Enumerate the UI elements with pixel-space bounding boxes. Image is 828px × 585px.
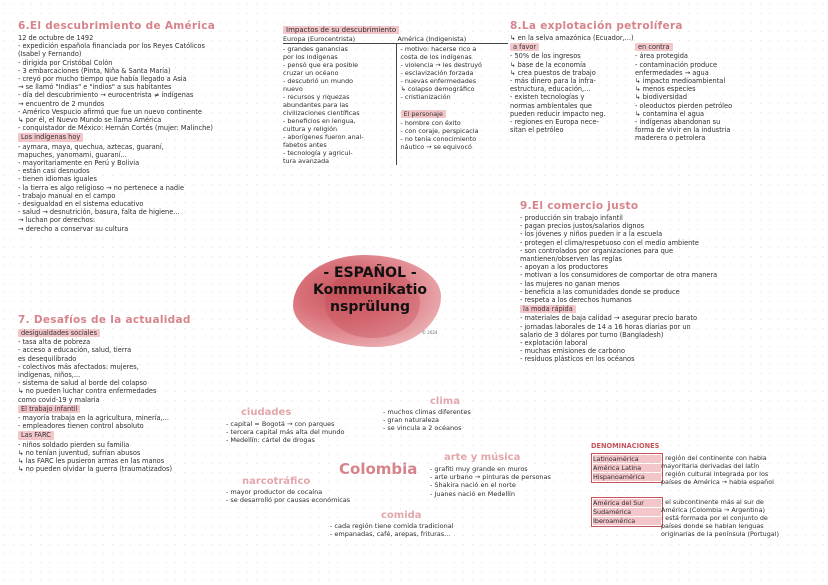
america-item: - nuevas enfermedades (400, 77, 477, 85)
america-item: costa de los indígenas (400, 53, 472, 61)
section-comercio-justo (520, 200, 820, 364)
clima-item: - gran naturaleza (383, 416, 440, 425)
section-title: 9.El comercio justo (520, 200, 639, 212)
moda-item: - residuos plásticos en los océanos (520, 355, 635, 364)
denominacion-def: : región cultural integrada por los (661, 470, 769, 478)
clima-title: clima (430, 396, 460, 407)
europa-item: tura avanzada (283, 157, 330, 165)
favor-item: - más dinero para la infra- (510, 77, 596, 86)
contra-title: en contra (635, 43, 673, 51)
comida-item: - cada región tiene comida tradicional (330, 522, 454, 530)
trabajo-item: - mayoría trabaja en la agricultura, minería,... (18, 414, 169, 423)
note-line: → encuentro de 2 mundos (18, 99, 105, 108)
europa-header: Europa (Eurocentrista) (283, 35, 356, 43)
section-title: 7. Desafíos de la actualidad (18, 314, 191, 326)
america-item: ↳ colapso demográfico (400, 85, 475, 93)
denominacion-def: : está formada por el conjunto de (661, 514, 768, 522)
america-column (396, 44, 509, 165)
denominaciones-group-1 (591, 453, 663, 483)
desigualdad-item: ↳ no pueden luchar contra enfermedades (18, 387, 157, 396)
farc-item: ↳ no pueden olvidar la guerra (traumatizados) (18, 465, 173, 474)
clima-lines (383, 408, 513, 433)
contra-item: maderera o petrolera (635, 134, 706, 143)
note-line: - conquistador de México: Hernán Cortés (mujer: Malinche) (18, 124, 213, 133)
denominacion-def: países de América → habla español (661, 478, 774, 486)
comercio-item: - producción sin trabajo infantil (520, 214, 623, 222)
ciudades-item: - tercera capital más alta del mundo (226, 428, 345, 437)
denominacion-def: mayoritaria derivadas del latín (661, 462, 760, 470)
europa-item: - tecnología y agricul- (283, 149, 353, 157)
comida-title: comida (381, 510, 422, 521)
colombia-title: Colombia (339, 460, 418, 478)
desigualdad-item: es desequilibrado (18, 354, 77, 363)
impactos-table (283, 26, 508, 165)
note-line: - mayoritariamente en Perú y Bolivia (18, 159, 140, 168)
contra-item: enfermedades → agua (635, 68, 709, 77)
contra-item: - oleoductos pierden petróleo (635, 101, 733, 110)
favor-item: estructura, educación,... (510, 85, 591, 94)
desigualdad-item: indígenas, niños,... (18, 371, 81, 380)
contra-item: - área protegida (635, 52, 688, 61)
personaje-item: náutico → se equivocó (400, 143, 472, 151)
contra-item: - contaminación produce (635, 60, 718, 69)
europa-item: - beneficios en lengua, (283, 117, 356, 125)
subheading-indigenas: Los indígenas hoy (18, 133, 83, 141)
note-line: - aymara, maya, quechua, aztecas, guaraní, (18, 142, 164, 151)
arte-title: arte y música (444, 452, 521, 463)
denominacion-term: Latinoamérica (593, 455, 661, 463)
note-line: - creyó por mucho tiempo que había llegado a Asia (18, 75, 187, 84)
comercio-item: - motivan a los consumidores de comportar de otra manera (520, 271, 718, 280)
section-desafios (18, 314, 258, 473)
denominacion-def: : región del continente con habla (661, 454, 767, 462)
favor-column (510, 42, 635, 142)
note-line: - tienen idiomas iguales (18, 175, 97, 184)
note-line: - salud → desnutrición, basura, falta de higiene... (18, 208, 180, 217)
denominacion-def: países donde se hablan lenguas (661, 522, 764, 530)
denominaciones-def-1 (661, 454, 823, 486)
comida-lines (330, 522, 510, 538)
moda-item: - materiales de baja calidad → asegurar precio barato (520, 314, 698, 323)
favor-item: ↳ base de la economía (510, 60, 586, 69)
favor-item: pueden reducir impacto neg. (510, 109, 606, 118)
note-line: 12 de octubre de 1492 (18, 34, 94, 42)
comercio-item: - los jóvenes y niños pueden ir a la escuela (520, 230, 663, 239)
ciudades-title: ciudades (241, 407, 292, 418)
denominacion-def: originarias de la península (Portugal) (661, 530, 779, 538)
main-title (300, 265, 440, 316)
comercio-item: mantienen/observen las reglas (520, 255, 622, 264)
denominacion-term: Hispanoamérica (593, 473, 661, 481)
europa-item: - aborígenes fueron anal- (283, 133, 364, 141)
farc-title: Las FARC (18, 431, 54, 439)
farc-item: ↳ las FARC les pusieron armas en las manos (18, 457, 165, 466)
narco-lines (226, 488, 376, 504)
section-descubrimiento (18, 20, 273, 233)
note-line: - expedición española financiada por los Reyes Católicos (18, 42, 205, 51)
copyright-stamp: © 2024 (422, 330, 438, 335)
personaje-lines (401, 119, 507, 151)
ciudades-item: - Medellín: cártel de drogas (226, 436, 315, 445)
america-header: América (Indigenista) (397, 35, 467, 43)
europa-item: - recursos y riquezas (283, 93, 350, 101)
note-line: (Isabel y Fernando) (18, 50, 82, 59)
america-item: - cristianización (400, 93, 451, 101)
clima-item: - muchos climas diferentes (383, 408, 471, 416)
desigualdad-item: - sistema de salud al borde del colapso (18, 379, 147, 388)
arte-item: - grafiti muy grande en muros (430, 465, 528, 473)
favor-item: - existen tecnologías y (510, 93, 585, 102)
note-line: - dirigida por Cristóbal Colón (18, 58, 113, 67)
note-line: - la tierra es algo religioso → no pertenece a nadie (18, 183, 185, 192)
note-line: → luchan por derechos: (18, 216, 96, 225)
america-item: - motivo: hacerse rico a (400, 45, 477, 53)
comida-item: - empanadas, café, arepas, frituras... (330, 530, 451, 539)
europa-item: fabetos antes (283, 141, 327, 149)
note-line: ↳ por él, el Nuevo Mundo se llama América (18, 116, 162, 125)
europa-item: nuevo (283, 85, 303, 93)
arte-item: - Juanes nació en Medellín (430, 489, 515, 498)
favor-item: - 50% de los ingresos (510, 52, 581, 61)
arte-item: - arte urbano → pinturas de personas (430, 473, 551, 482)
main-title-line3: nsprülung (330, 299, 410, 315)
note-line: → derecho a conservar su cultura (18, 224, 129, 233)
contra-item: ↳ biodiversidad (635, 93, 688, 102)
trabajo-infantil-lines (18, 414, 258, 430)
desigualdad-item: - colectivos más afectados: mujeres, (18, 362, 139, 371)
contra-item: forma de vivir en la industria (635, 126, 731, 135)
europa-item: - descubrió un mundo (283, 77, 354, 85)
favor-item: ↳ crea puestos de trabajo (510, 68, 596, 77)
denominaciones-group-2 (591, 497, 663, 527)
contra-column (635, 42, 815, 142)
contra-item: ↳ menos especies (635, 85, 696, 94)
comercio-item: - beneficia a las comunidades donde se produce (520, 287, 680, 296)
denominacion-def: América (Colombia → Argentina) (661, 506, 766, 514)
favor-item: sitan el petróleo (510, 126, 564, 135)
europa-item: cruzar un océano (283, 69, 339, 77)
personaje-item: - no tenía conocimiento (400, 135, 477, 143)
desigualdades-title: desigualdades sociales (18, 329, 100, 337)
europa-column (283, 44, 396, 165)
desigualdad-item: como covid-19 y malaria (18, 395, 100, 404)
ciudades-item: - capital = Bogotá → con parques (226, 420, 335, 428)
favor-item: normas ambientales que (510, 101, 592, 110)
comercio-item: - pagan precios justos/salarios dignos (520, 222, 645, 231)
moda-item: salario de 3 dólares por turno (Bangladesh) (520, 330, 664, 339)
descubrimiento-lines (18, 34, 273, 132)
impactos-title: Impactos de su descubrimiento (283, 26, 399, 34)
america-item: - violencia → les destruyó (400, 61, 482, 69)
narco-item: - se desarrolló por causas económicas (226, 496, 351, 505)
moda-item: - explotación laboral (520, 339, 588, 348)
denominacion-term: Iberoamérica (593, 517, 661, 525)
america-lines (401, 45, 507, 101)
farc-item: ↳ no tenían juventud, sufrían abusos (18, 448, 141, 457)
impactos-headers (283, 35, 508, 44)
trabajo-infantil-title: El trabajo infantil (18, 405, 80, 413)
personaje-title: El personaje (401, 110, 446, 118)
farc-lines (18, 441, 258, 474)
comercio-item: - protegen el clima/respetuoso con el medio ambiente (520, 238, 699, 247)
contra-item: ↳ impacto medioambiental (635, 77, 726, 86)
moda-item: - muchas emisiones de carbono (520, 347, 625, 356)
main-title-line2: Kommunikatio (313, 282, 427, 298)
note-line: mapuches, yanomami, guaraní... (18, 150, 127, 159)
contra-item: ↳ contamina el agua (635, 109, 705, 118)
favor-title: a favor (510, 43, 539, 51)
europa-item: civilizaciones científicas (283, 109, 360, 117)
arte-item: - Shakira nació en el norte (430, 481, 516, 490)
note-line: - 3 embarcaciones (Pinta, Niña & Santa María) (18, 66, 171, 75)
section-title: 8.La explotación petrolífera (510, 20, 683, 32)
contra-lines (635, 52, 815, 142)
comercio-item: - son controlados por organizaciones para que (520, 246, 674, 255)
comercio-item: - las mujeres no ganan menos (520, 279, 620, 288)
moda-title: la moda rápida (520, 305, 576, 313)
note-line: - están casi desnudos (18, 167, 90, 176)
clima-item: - se vincula a 2 océanos (383, 424, 462, 433)
favor-item: - regiones en Europa nece- (510, 118, 599, 127)
desigualdades-lines (18, 338, 258, 404)
comercio-lines (520, 214, 820, 304)
comercio-item: - apoyan a los productores (520, 263, 608, 272)
europa-item: - grandes ganancias (283, 45, 348, 53)
desigualdad-item: - tasa alta de pobreza (18, 338, 91, 347)
america-item: - esclavización forzada (400, 69, 474, 77)
denominaciones-title: DENOMINACIONES (591, 442, 660, 450)
narco-title: narcotráfico (242, 476, 311, 487)
denominacion-term: América del Sur (593, 499, 661, 507)
note-line: - desigualdad en el sistema educativo (18, 200, 144, 209)
petrolifera-intro: ↳ en la selva amazónica (Ecuador,...) (510, 34, 634, 42)
europa-item: cultura y religión (283, 125, 338, 133)
section-petrolifera (510, 20, 815, 143)
europa-item: - pensó que era posible (283, 61, 359, 69)
moda-lines (520, 314, 820, 363)
farc-item: - niños soldado pierden su familia (18, 440, 130, 449)
desigualdad-item: - acceso a educación, salud, tierra (18, 346, 132, 355)
personaje-item: - con coraje, perspicacia (400, 127, 479, 135)
note-line: → se llamó "Indias" e "indios" a sus habitantes (18, 83, 172, 92)
ciudades-lines (226, 420, 376, 445)
comercio-item: - respeta a los derechos humanos (520, 296, 632, 305)
arte-lines (430, 465, 590, 498)
section-title: 6.El descubrimiento de América (18, 20, 216, 32)
favor-lines (510, 52, 635, 134)
note-line: - Américo Vespucio afirmó que fue un nuevo continente (18, 107, 202, 116)
main-title-line1: - ESPAÑOL - (323, 265, 417, 281)
narco-item: - mayor productor de cocaína (226, 488, 323, 496)
denominacion-def: : el subcontinente más al sur de (661, 498, 764, 506)
note-line: - día del descubrimiento → eurocentrista ≠ indígenas (18, 91, 194, 100)
denominacion-term: América Latina (593, 464, 661, 472)
europa-item: por los indígenas (283, 53, 338, 61)
moda-item: - jornadas laborales de 14 a 16 horas diarias por un (520, 322, 691, 331)
europa-item: abundantes para las (283, 101, 349, 109)
denominacion-term: Sudamérica (593, 508, 661, 516)
personaje-item: - hombre con éxito (400, 119, 461, 127)
contra-item: - indígenas abandonan su (635, 118, 721, 127)
trabajo-item: - empleadores tienen control absoluto (18, 422, 144, 431)
note-line: - trabajo manual en el campo (18, 191, 116, 200)
indigenas-lines (18, 143, 273, 233)
denominaciones-def-2 (661, 498, 823, 538)
